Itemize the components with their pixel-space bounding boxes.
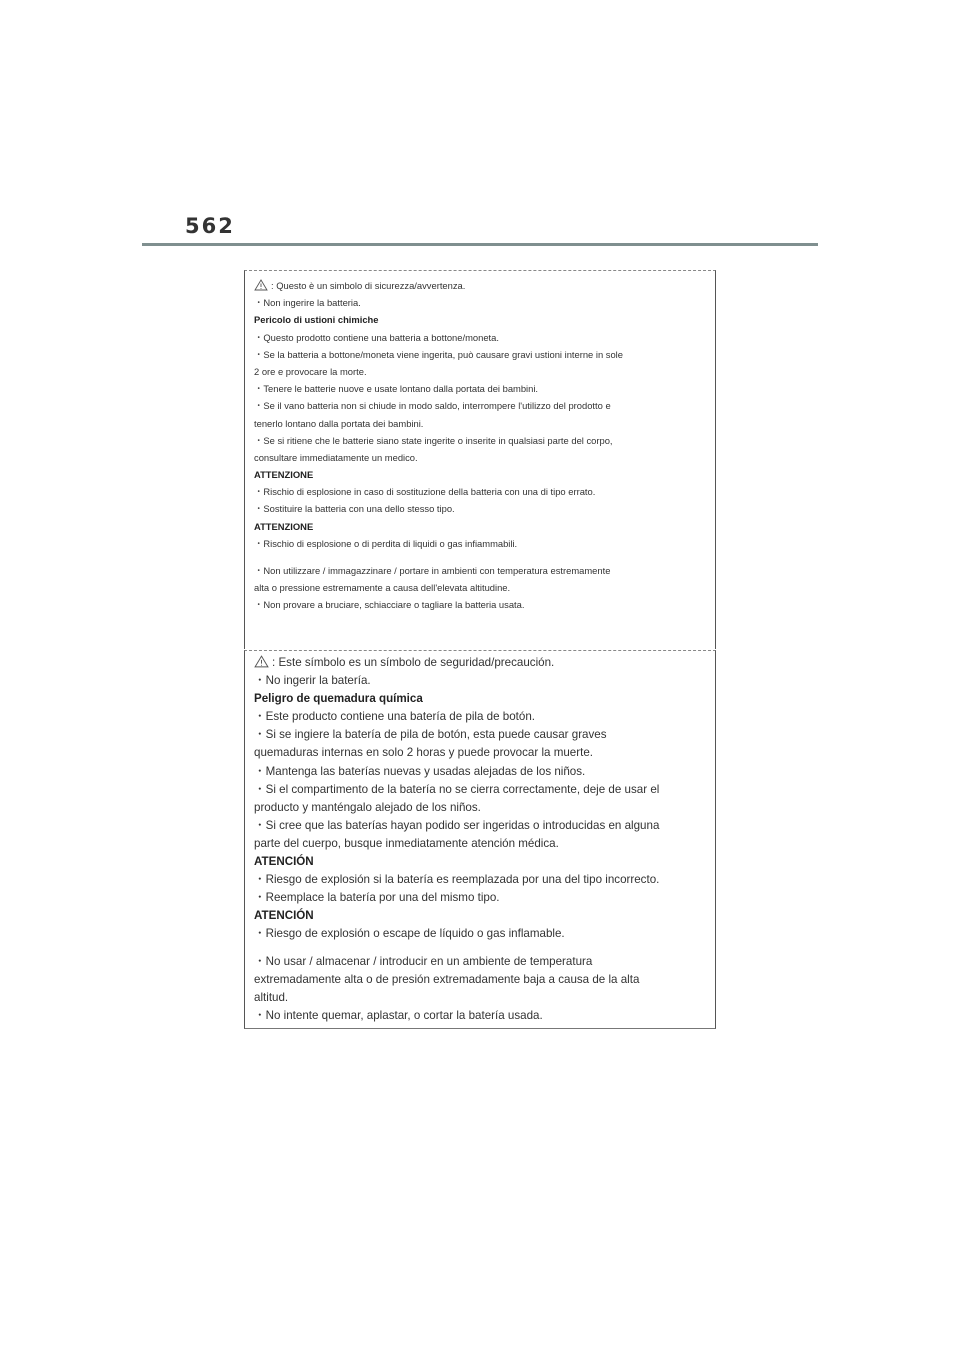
text-line: ・Questo prodotto contiene una batteria a bottone/moneta. <box>254 331 499 343</box>
text-line: ・Non ingerire la batteria. <box>254 297 361 309</box>
text-line: ・Riesgo de explosión si la batería es reemplazada por una del tipo incorrecto. <box>254 873 660 887</box>
section-heading: Peligro de quemadura química <box>254 692 423 706</box>
text-line: extremadamente alta o de presión extremadamente baja a causa de la alta <box>254 972 640 986</box>
header-rule <box>142 243 818 246</box>
text-line: ・Non provare a bruciare, schiacciare o tagliare la batteria usata. <box>254 599 525 611</box>
section-heading: Pericolo di ustioni chimiche <box>254 314 379 326</box>
text-line: parte del cuerpo, busque inmediatamente atención médica. <box>254 836 559 850</box>
text-line: altitud. <box>254 990 289 1004</box>
text-line: 2 ore e provocare la morte. <box>254 365 367 377</box>
text-line: ・Si el compartimento de la batería no se cierra correctamente, deje de usar el <box>254 782 660 796</box>
text-line: ・Sostituire la batteria con una dello stesso tipo. <box>254 503 455 515</box>
italian-warning-panel <box>244 270 716 649</box>
text-line: ・Reemplace la batería por una del mismo tipo. <box>254 891 500 905</box>
text-line: ・Este producto contiene una batería de pila de botón. <box>254 710 536 724</box>
text-line: ・Se il vano batteria non si chiude in modo saldo, interrompere l'utilizzo del prodotto e <box>254 400 611 412</box>
text-line: alta o pressione estremamente a causa dell'elevata altitudine. <box>254 582 511 594</box>
italian-warning-symbol-text: : Questo è un simbolo di sicurezza/avvertenza. <box>271 280 466 291</box>
spacer <box>254 944 709 953</box>
page-number: 562 <box>185 214 235 238</box>
section-heading: ATENCIÓN <box>254 909 314 923</box>
spanish-warning-panel <box>244 650 716 1029</box>
section-heading: ATENCIÓN <box>254 855 314 869</box>
text-line: ・Se la batteria a bottone/moneta viene ingerita, può causare gravi ustioni interne in sole <box>254 348 623 360</box>
section-heading: ATTENZIONE <box>254 469 314 481</box>
spanish-warning-symbol-text: : Este símbolo es un símbolo de seguridad/precaución. <box>272 656 555 669</box>
text-line: consultare immediatamente un medico. <box>254 451 418 463</box>
section-heading: ATTENZIONE <box>254 520 314 532</box>
italian-text-lines <box>254 294 709 613</box>
text-line: quemaduras internas en solo 2 horas y puede provocar la muerte. <box>254 746 593 760</box>
text-line: ・Rischio di esplosione in caso di sostituzione della batteria con una di tipo errato. <box>254 486 596 498</box>
text-line: ・Non utilizzare / immagazzinare / portare in ambienti con temperatura estremamente <box>254 565 611 576</box>
text-line: ・No intente quemar, aplastar, o cortar la batería usada. <box>254 1008 543 1022</box>
italian-warning-symbol-line <box>254 277 709 294</box>
spanish-warning-symbol-line <box>254 654 709 672</box>
text-line: ・Se si ritiene che le batterie siano state ingerite o inserite in qualsiasi parte del corpo, <box>254 434 613 446</box>
text-line: ・Mantenga las baterías nuevas y usadas alejadas de los niños. <box>254 764 586 778</box>
spanish-text-lines <box>254 672 709 1025</box>
text-line: ・Rischio di esplosione o di perdita di liquidi o gas infiammabili. <box>254 537 518 549</box>
text-line: producto y manténgalo alejado de los niños. <box>254 800 481 814</box>
text-line: ・Si se ingiere la batería de pila de botón, esta puede causar graves <box>254 728 607 742</box>
text-line: ・Si cree que las baterías hayan podido ser ingeridas o introducidas en alguna <box>254 818 660 832</box>
text-line: ・Tenere le batterie nuove e usate lontano dalla portata dei bambini. <box>254 383 539 395</box>
text-line: ・No usar / almacenar / introducir en un ambiente de temperatura <box>254 954 593 968</box>
text-line: tenerlo lontano dalla portata dei bambini. <box>254 417 424 429</box>
text-line: ・Riesgo de explosión o escape de líquido o gas inflamable. <box>254 927 565 941</box>
spacer <box>254 552 709 562</box>
text-line: ・No ingerir la batería. <box>254 674 371 688</box>
